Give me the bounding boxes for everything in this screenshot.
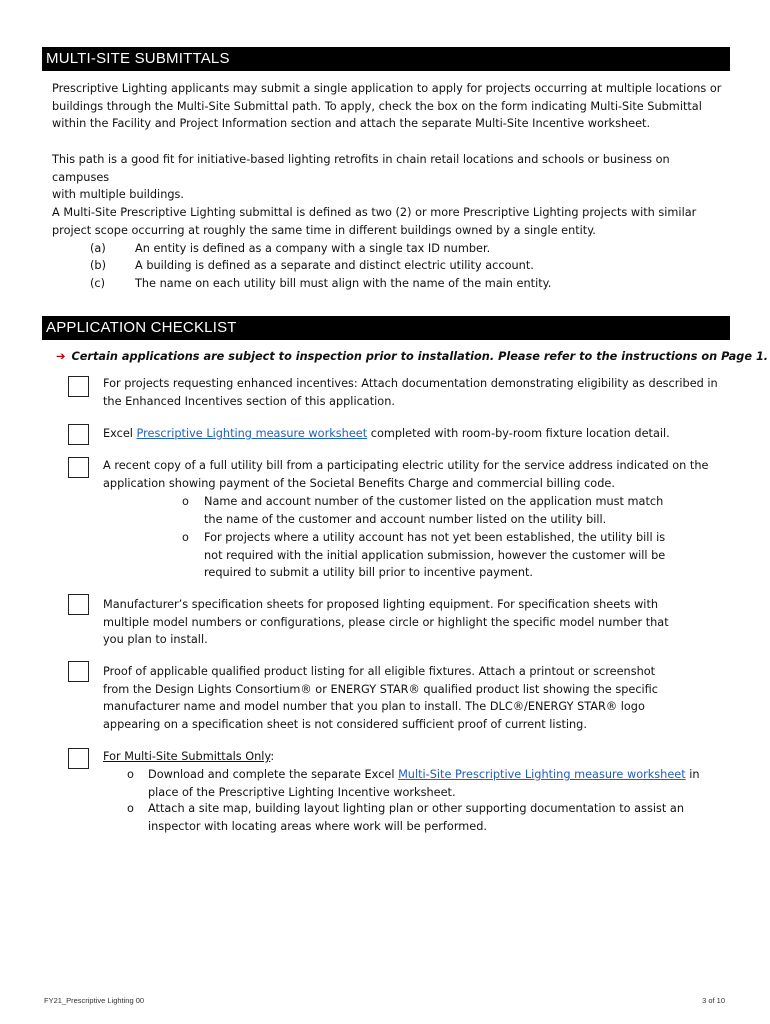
utility-bill-subitem-new-account	[204, 529, 665, 582]
inspection-note-text: Certain applications are subject to inspection prior to installation. Please refer to the instructions on Page 1.	[71, 350, 769, 363]
text-line: This path is a good fit for initiative-based lighting retrofits in chain retail locations and schools or business on campuses	[52, 153, 670, 184]
checklist-item-spec-sheets	[103, 596, 723, 649]
multisite-heading: MULTI-SITE SUBMITTALS	[42, 47, 730, 71]
bullet-marker: o	[182, 531, 189, 544]
multisite-definition-paragraph	[52, 204, 724, 239]
checklist-item-enhanced-incentives	[103, 375, 723, 410]
definition-item-b	[90, 257, 534, 275]
prescriptive-lighting-worksheet-link[interactable]: Prescriptive Lighting measure worksheet	[136, 427, 368, 440]
text-line: required to submit a utility bill prior to incentive payment.	[204, 566, 533, 580]
multisite-worksheet-link[interactable]: Multi-Site Prescriptive Lighting measure worksheet	[398, 768, 686, 781]
list-label: (a)	[90, 242, 106, 255]
text-segment: Excel	[103, 427, 137, 440]
text-line: Manufacturer’s specification sheets for proposed lighting equipment. For specification sheets with	[103, 598, 659, 611]
text-line: from the Design Lights Consortium® or ENERGY STAR® qualified product list showing the specific	[103, 682, 659, 696]
footer-page-number: 3 of 10	[702, 996, 725, 1005]
bullet-marker: o	[182, 495, 189, 508]
text-line: not required with the initial application submission, however the customer will be	[204, 548, 666, 562]
multisite-subitem-download	[148, 766, 728, 801]
text-line: with multiple buildings.	[52, 188, 185, 202]
checklist-item-qualified-product-listing	[103, 663, 723, 733]
text-line: the name of the customer and account number listed on the utility bill.	[204, 512, 607, 526]
checkbox-measure-worksheet[interactable]	[68, 424, 89, 445]
list-text: A building is defined as a separate and distinct electric utility account.	[135, 259, 534, 272]
bullet-marker: o	[127, 802, 134, 815]
text-segment: in	[685, 768, 700, 781]
text-line: the Enhanced Incentives section of this application.	[103, 394, 395, 408]
text-line: Attach a site map, building layout lighting plan or other supporting documentation to assist an	[148, 802, 684, 815]
text-line: project scope occurring at roughly the same time in different buildings owned by a single entity.	[52, 223, 596, 237]
text-line: buildings through the Multi-Site Submittal path. To apply, check the box on the form indicating Multi-Site Submittal	[52, 99, 702, 113]
arrow-right-icon: ➔	[56, 350, 66, 363]
text-line: manufacturer name and model number that you plan to install. The DLC®/ENERGY STAR® logo	[103, 700, 645, 714]
checkbox-enhanced-incentives[interactable]	[68, 376, 89, 397]
footer-document-id: FY21_Prescriptive Lighting 00	[44, 996, 145, 1005]
list-label: (c)	[90, 277, 106, 290]
checklist-item-utility-bill	[103, 457, 723, 492]
multisite-intro-paragraph	[52, 80, 724, 133]
utility-bill-subitem-name	[204, 493, 663, 528]
text-line	[148, 766, 728, 784]
multisite-only-title: For Multi-Site Submittals Only	[103, 750, 271, 763]
text-line: multiple model numbers or configurations, please circle or highlight the specific model number that	[103, 615, 669, 629]
text-segment: completed with room-by-room fixture location detail.	[367, 427, 670, 440]
list-text: The name on each utility bill must align with the name of the main entity.	[135, 277, 552, 290]
multisite-subitem-site-map	[148, 800, 728, 835]
checkbox-spec-sheets[interactable]	[68, 594, 89, 615]
text-line: Prescriptive Lighting applicants may submit a single application to apply for projects occurring at multiple locations or	[52, 82, 722, 95]
text-line: within the Facility and Project Information section and attach the separate Multi-Site Incentive worksheet.	[52, 117, 651, 131]
text-segment: Download and complete the separate Excel	[148, 768, 399, 781]
text-line: place of the Prescriptive Lighting Incentive worksheet.	[148, 785, 456, 799]
text-line: application showing payment of the Societal Benefits Charge and commercial billing code.	[103, 476, 615, 490]
text-line: Proof of applicable qualified product listing for all eligible fixtures. Attach a printout or screenshot	[103, 665, 656, 678]
checklist-heading: APPLICATION CHECKLIST	[42, 316, 730, 340]
text-line: you plan to install.	[103, 633, 208, 647]
checkbox-multisite-only[interactable]	[68, 748, 89, 769]
text-line: For projects where a utility account has not yet been established, the utility bill is	[204, 531, 666, 544]
text-line: A Multi-Site Prescriptive Lighting submittal is defined as two (2) or more Prescriptive Lighting projects with similar	[52, 206, 697, 219]
text-line: A recent copy of a full utility bill from a participating electric utility for the service address indicated on the	[103, 459, 709, 472]
checkbox-utility-bill[interactable]	[68, 457, 89, 478]
text-line: inspector with locating areas where work will be performed.	[148, 819, 487, 833]
text-line: Name and account number of the customer listed on the application must match	[204, 495, 664, 508]
list-text: An entity is defined as a company with a single tax ID number.	[135, 242, 491, 255]
definition-item-c	[90, 275, 551, 293]
bullet-marker: o	[127, 768, 134, 781]
checkbox-qualified-product-listing[interactable]	[68, 661, 89, 682]
definition-item-a	[90, 240, 490, 258]
text-line: For projects requesting enhanced incentives: Attach documentation demonstrating eligibility as described in	[103, 377, 718, 390]
text-segment: :	[270, 750, 275, 763]
text-line: appearing on a specification sheet is not considered sufficient proof of current listing.	[103, 717, 587, 731]
list-label: (b)	[90, 259, 106, 272]
checklist-item-multisite-only	[103, 748, 723, 766]
checklist-item-measure-worksheet	[103, 425, 723, 443]
inspection-note	[56, 349, 768, 365]
multisite-fit-paragraph	[52, 151, 724, 204]
